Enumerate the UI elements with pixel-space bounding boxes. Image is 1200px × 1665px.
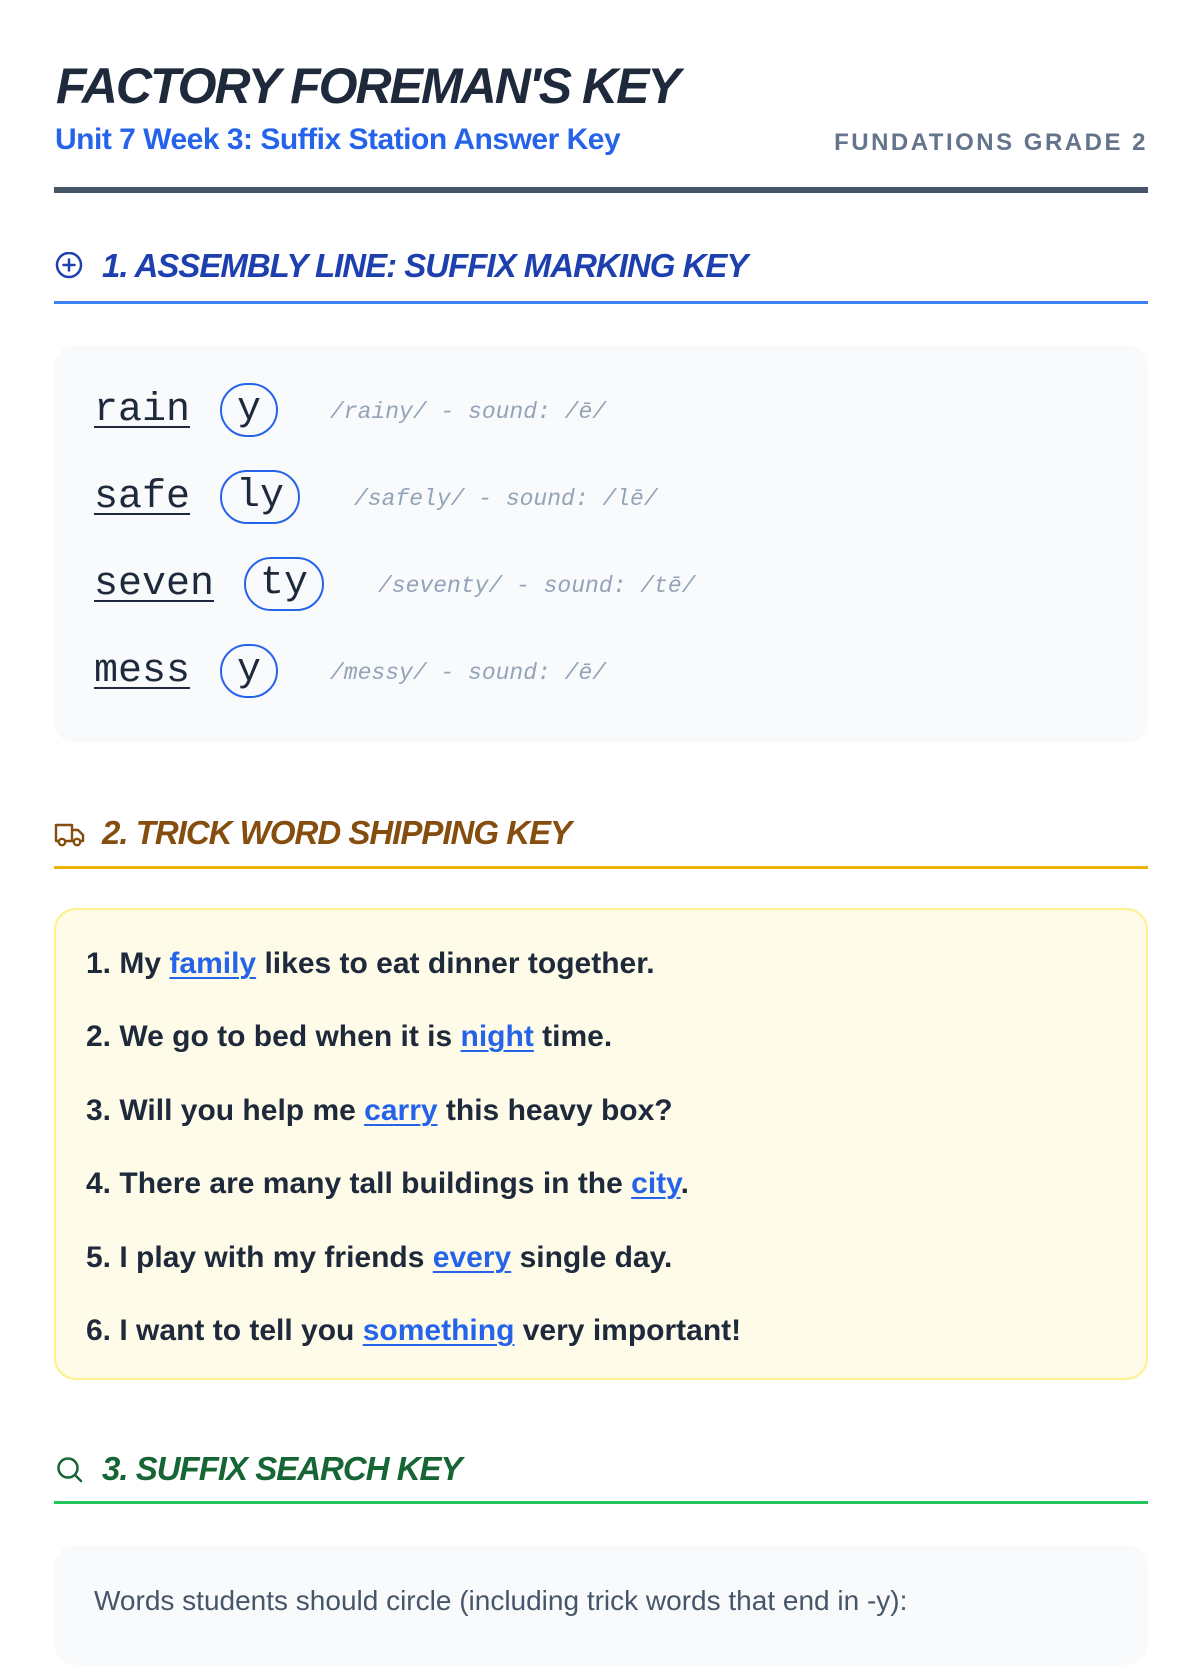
sentence-text: I play with my friends bbox=[119, 1241, 425, 1274]
sentence-text: Will you help me bbox=[119, 1094, 356, 1127]
suffix-marking-card bbox=[54, 345, 1148, 743]
sentence-number: 4. bbox=[86, 1167, 112, 1200]
sentence-text: this heavy box? bbox=[445, 1094, 673, 1127]
sentence-text: I want to tell you bbox=[119, 1314, 355, 1347]
sentence-text: There are many tall buildings in the bbox=[119, 1167, 623, 1200]
trick-word: family bbox=[169, 947, 257, 980]
section-2-heading bbox=[54, 813, 1148, 853]
pronunciation-note: /messy/ - sound: /ē/ bbox=[330, 660, 607, 686]
document-subtitle: Unit 7 Week 3: Suffix Station Answer Key bbox=[55, 123, 621, 156]
suffix-search-card bbox=[54, 1545, 1148, 1665]
sentence-text: very important! bbox=[522, 1314, 742, 1347]
trick-word: every bbox=[432, 1241, 512, 1274]
section-2-title: 2. TRICK WORD SHIPPING KEY bbox=[102, 814, 572, 851]
suffix-search-intro: Words students should circle (including trick words that end in -y): bbox=[94, 1585, 908, 1616]
trick-word: something bbox=[362, 1314, 515, 1347]
sentence-text: My bbox=[119, 947, 162, 980]
trick-word: night bbox=[460, 1020, 534, 1053]
section-3-title: 3. SUFFIX SEARCH KEY bbox=[102, 1450, 462, 1487]
suffix-circle: ly bbox=[220, 470, 300, 524]
sentence-text: . bbox=[680, 1167, 689, 1200]
trick-word-card bbox=[54, 908, 1148, 1380]
trick-word-sentence bbox=[86, 1091, 673, 1131]
trick-word-sentence bbox=[86, 1238, 672, 1278]
trick-word-sentence bbox=[86, 1017, 612, 1057]
sentence-number: 3. bbox=[86, 1094, 112, 1127]
sentence-number: 6. bbox=[86, 1314, 112, 1347]
section-1-title: 1. ASSEMBLY LINE: SUFFIX MARKING KEY bbox=[102, 247, 748, 284]
suffix-circle: ty bbox=[244, 557, 324, 611]
sentence-number: 1. bbox=[86, 947, 112, 980]
base-word: rain bbox=[94, 388, 191, 433]
sentence-text: time. bbox=[542, 1020, 613, 1053]
section-2-divider bbox=[54, 866, 1148, 869]
section-1-divider bbox=[54, 301, 1148, 304]
base-word: mess bbox=[94, 649, 191, 694]
suffix-circle: y bbox=[220, 644, 278, 698]
trick-word-sentence bbox=[86, 1311, 741, 1351]
trick-word-sentence bbox=[86, 944, 655, 984]
section-3-heading bbox=[54, 1449, 1148, 1489]
trick-word: carry bbox=[364, 1094, 438, 1127]
pronunciation-note: /seventy/ - sound: /tē/ bbox=[378, 573, 696, 599]
search-icon bbox=[54, 1455, 86, 1487]
sentence-number: 2. bbox=[86, 1020, 112, 1053]
pronunciation-note: /safely/ - sound: /lē/ bbox=[354, 486, 658, 512]
plus-circle-icon bbox=[54, 252, 86, 284]
trick-word-sentence bbox=[86, 1164, 689, 1204]
document-title: FACTORY FOREMAN'S KEY bbox=[56, 58, 679, 114]
section-3-divider bbox=[54, 1501, 1148, 1504]
base-word: safe bbox=[94, 475, 191, 520]
sentence-number: 5. bbox=[86, 1241, 112, 1274]
section-1-heading bbox=[54, 246, 1148, 286]
suffix-circle: y bbox=[220, 383, 278, 437]
grade-label: FUNDATIONS GRADE 2 bbox=[834, 129, 1148, 156]
sentence-text: We go to bed when it is bbox=[119, 1020, 453, 1053]
sentence-text: likes to eat dinner together. bbox=[264, 947, 655, 980]
trick-word: city bbox=[631, 1167, 681, 1200]
truck-icon bbox=[54, 819, 86, 851]
header-divider bbox=[54, 187, 1148, 193]
base-word: seven bbox=[94, 562, 215, 607]
pronunciation-note: /rainy/ - sound: /ē/ bbox=[330, 399, 607, 425]
sentence-text: single day. bbox=[519, 1241, 673, 1274]
